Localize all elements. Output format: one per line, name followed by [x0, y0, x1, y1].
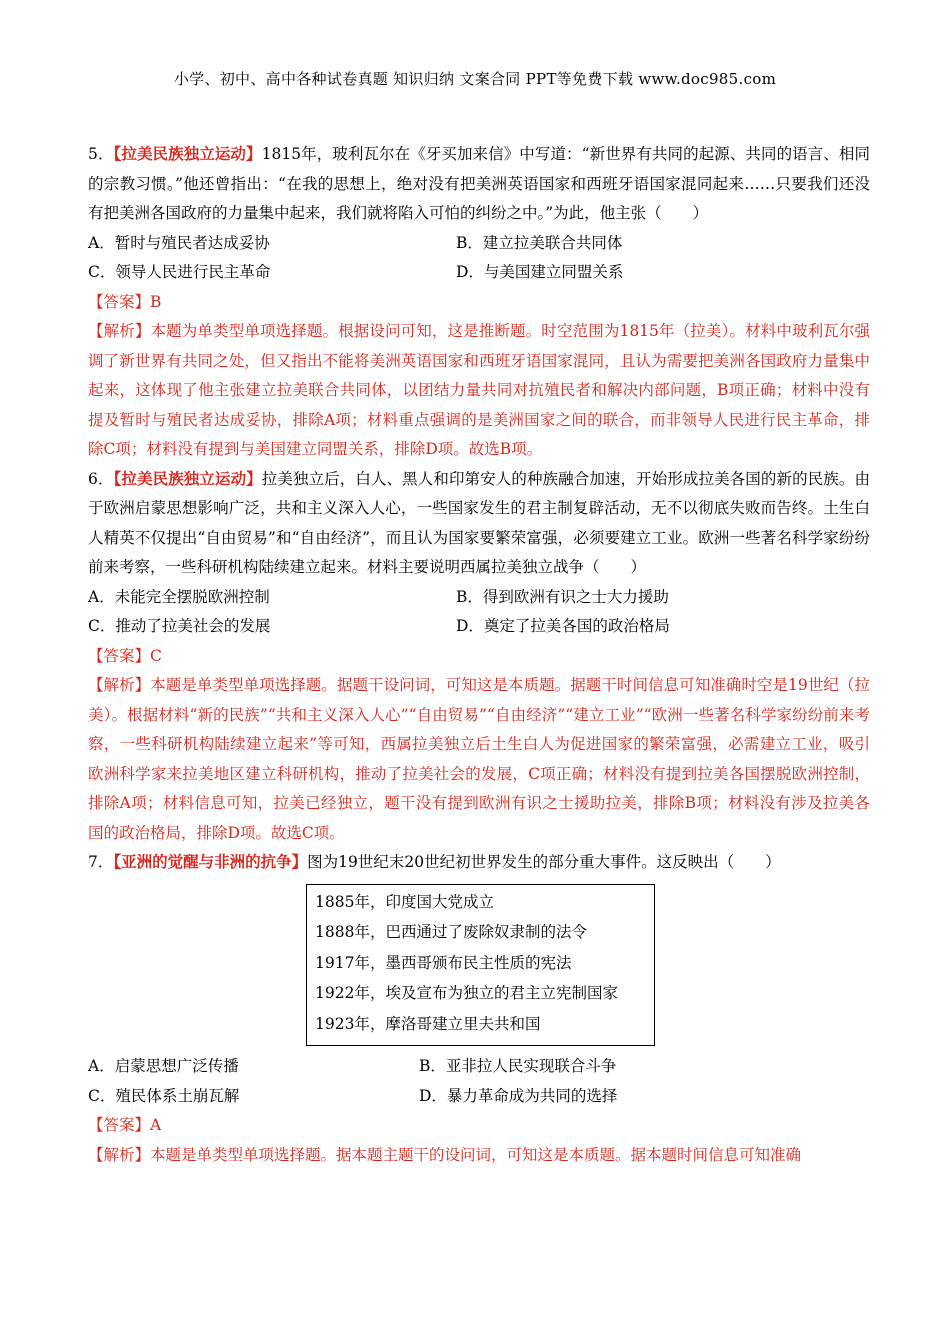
event-item: 1923年，摩洛哥建立里夫共和国 — [315, 1014, 541, 1033]
option-c: C．推动了拉美社会的发展 — [88, 617, 271, 635]
question-7-analysis: 【解析】本题是单类型单项选择题。据本题主题干的设问词，可知这是本质题。据本题时间信息可知准确 — [88, 1145, 802, 1164]
question-6-answer: 【答案】C — [88, 646, 162, 665]
question-number: 7． — [88, 853, 114, 871]
question-6-stem — [88, 465, 870, 583]
question-text: 图为19世纪末20世纪初世界发生的部分重大事件。这反映出（ ） — [307, 853, 781, 871]
question-7 — [88, 848, 870, 1170]
question-5-options — [88, 229, 870, 288]
event-item: 1917年，墨西哥颁布民主性质的宪法 — [315, 953, 572, 972]
option-a: A．未能完全摆脱欧洲控制 — [88, 587, 270, 606]
option-d: D．暴力革命成为共同的选择 — [419, 1086, 618, 1105]
option-d: D．奠定了拉美各国的政治格局 — [456, 617, 670, 635]
question-5-analysis: 【解析】本题为单类型单项选择题。根据设问可知，这是推断题。时空范围为1815年（拉美）。材料中玻利瓦尔强调了新世界有共同之处，但又指出不能将美洲英语国家和西班牙语国家混同，且认为需要把美洲各国政府力量集中起来，这体现了他主张建立拉美联合共同体，以团结力量共同对抗殖民者和解决内部问题，B项正确；材料中没有提及暂时与殖民者达成妥协，排除A项；材料重点强调的是美洲国家之间的联合，而非领导人民进行民主革命，排除C项；材料没有提到与美国建立同盟关系，排除D项。故选B项。 — [88, 322, 870, 458]
option-b: B．得到欧洲有识之士大力援助 — [456, 587, 669, 606]
option-a: A．启蒙思想广泛传播 — [88, 1057, 239, 1075]
option-b: B．建立拉美联合共同体 — [456, 233, 623, 252]
option-a: A．暂时与殖民者达成妥协 — [88, 233, 270, 252]
question-text: 1815年，玻利瓦尔在《牙买加来信》中写道：“新世界有共同的起源、共同的语言、相同的宗教习惯。”他还曾指出：“在我的思想上，绝对没有把美洲英语国家和西班牙语国家混同起来……只要我们还没有把美洲各国政府的力量集中起来，我们就将陷入可怕的纠纷之中。”为此，他主张（ ） — [88, 145, 870, 222]
page-header — [0, 68, 950, 89]
question-number: 5． — [88, 145, 114, 163]
option-b: B．亚非拉人民实现联合斗争 — [419, 1057, 617, 1075]
option-c: C．殖民体系土崩瓦解 — [88, 1086, 240, 1105]
question-7-options — [88, 1052, 870, 1111]
topic-tag: 【拉美民族独立运动】 — [113, 469, 262, 488]
topic-tag: 【亚洲的觉醒与非洲的抗争】 — [113, 853, 308, 871]
question-number: 6． — [88, 469, 114, 488]
option-c: C．领导人民进行民主革命 — [88, 263, 271, 281]
header-text: 小学、初中、高中各种试卷真题 知识归纳 文案合同 PPT等免费下载 www.doc985.com — [173, 70, 777, 88]
event-item: 1888年，巴西通过了废除奴隶制的法令 — [315, 923, 587, 941]
question-5-stem — [88, 140, 870, 229]
question-7-answer: 【答案】A — [88, 1116, 162, 1134]
question-6-analysis: 【解析】本题是单类型单项选择题。据题干设问词，可知这是本质题。据题干时间信息可知准确时空是19世纪（拉美）。根据材料“新的民族”“共和主义深入人心”“自由贸易”“自由经济”“建立工业”“欧洲一些著名科学家纷纷前来考察，一些科研机构陆续建立起来”等可知，西属拉美独立后土生白人为促进国家的繁荣富强，必需建立工业，吸引欧洲科学家来拉美地区建立科研机构，推动了拉美社会的发展，C项正确；材料没有提到拉美各国摆脱欧洲控制，排除A项；材料信息可知，拉美已经独立，题干没有提到欧洲有识之士援助拉美，排除B项；材料没有涉及拉美各国的政治格局，排除D项。故选C项。 — [88, 676, 870, 842]
event-item: 1922年，埃及宣布为独立的君主立宪制国家 — [315, 984, 618, 1002]
exam-content — [88, 140, 870, 1170]
question-5-answer: 【答案】B — [88, 292, 162, 311]
option-d: D．与美国建立同盟关系 — [456, 263, 624, 281]
events-table — [306, 884, 655, 1047]
event-item: 1885年，印度国大党成立 — [315, 892, 494, 911]
topic-tag: 【拉美民族独立运动】 — [113, 145, 262, 163]
question-6 — [88, 465, 870, 849]
question-5 — [88, 140, 870, 465]
question-text: 拉美独立后，白人、黑人和印第安人的种族融合加速，开始形成拉美各国的新的民族。由于欧洲启蒙思想影响广泛，共和主义深入人心，一些国家发生的君主制复辟活动，无不以彻底失败而告终。土生白人精英不仅提出“自由贸易”和“自由经济”，而且认为国家要繁荣富强，必须要建立工业。欧洲一些著名科学家纷纷前来考察，一些科研机构陆续建立起来。材料主要说明西属拉美独立战争（ ） — [88, 469, 870, 576]
question-6-options — [88, 583, 870, 642]
question-7-stem — [88, 848, 870, 878]
